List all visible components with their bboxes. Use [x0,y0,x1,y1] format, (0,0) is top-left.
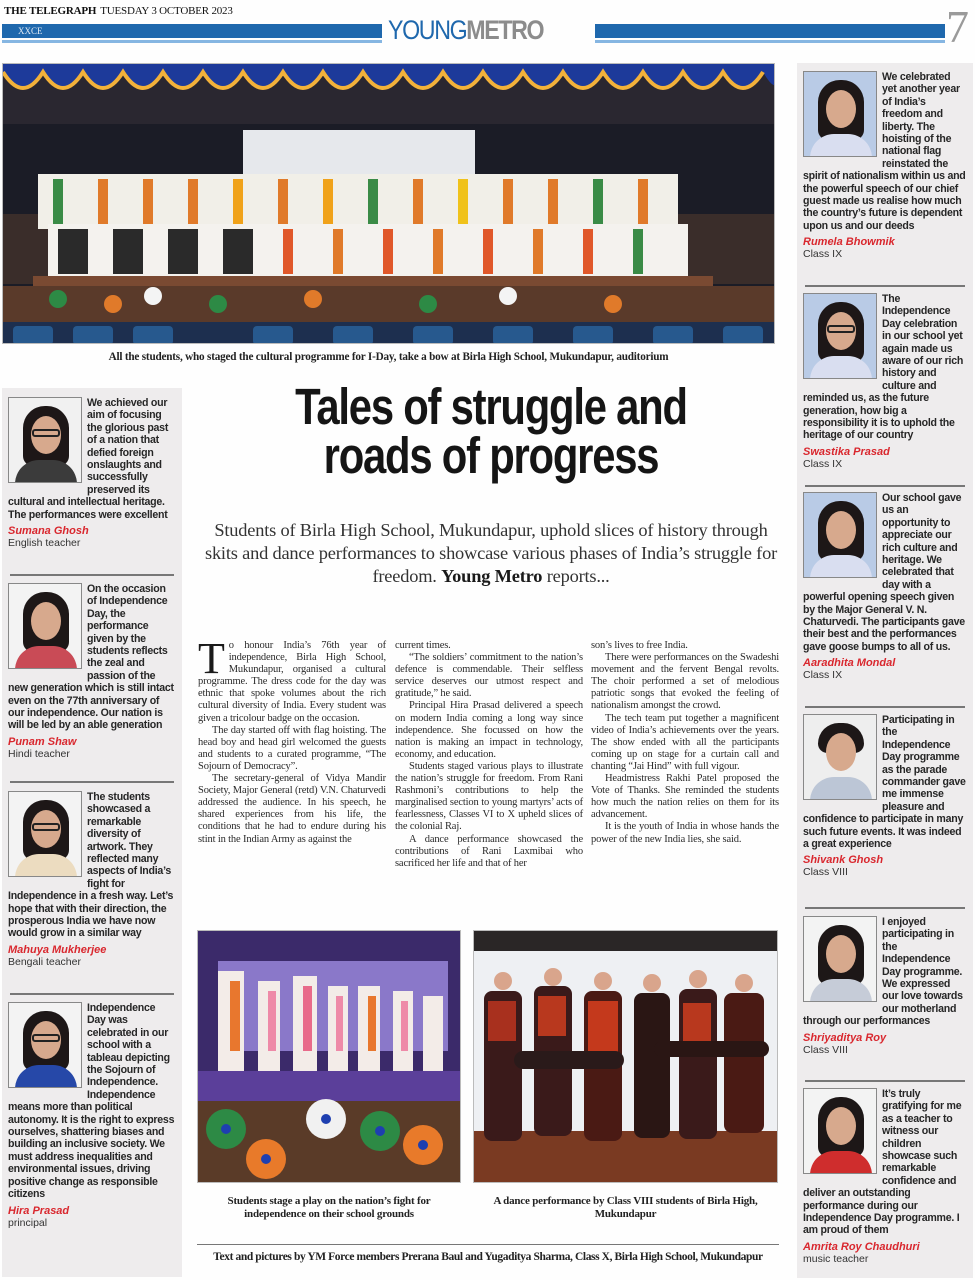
quote-divider [805,285,965,287]
quote-text: It’s truly gratifying for me as a teacher to witness our children showcase such remarkable confidence and deliver an outstanding performance during our Independence Day programme. I am proud of them [803,1088,962,1237]
dance-photo-illustration [474,931,778,1183]
play-photo-caption: Students stage a play on the nation’s fight for independence on their school grounds [227,1195,431,1220]
quote-author-name: Swastika Prasad [803,445,890,458]
quote-text: On the occasion of Independence Day, the performance given by the students reflects the zeal and passion of the new generation which is still intact even on the 77th anniversary of our independence. Our nation is will be led by an able generation [8,583,174,732]
quote-author-role: principal [8,1216,48,1229]
performers-row-back [38,174,678,229]
left-quotes-sidebar [2,388,182,1277]
hero-caption: All the students, who staged the cultural programme for I-Day, take a bow at Birla High School, Mukundapur, auditorium [108,351,669,363]
masthead-rule-right [595,24,945,38]
edition-code: XXCE [18,26,43,36]
quote-author-role: Class IX [803,457,843,470]
quote-text: Independence Day was celebrated in our school with a tableau depicting the Sojourn of Independence. Independence means more than political autonomy. It is the right to express ourselves, shattering biases and building an inclusive society. We must address inequalities and environmental issues, driving positive change as responsible citizens [8,1002,175,1201]
article-standfirst [196,519,786,588]
article-credit: Text and pictures by YM Force members Prerana Baul and Yugaditya Sharma, Class X, Birla High School, Mukundapur [213,1251,763,1263]
quote-author-name: Sumana Ghosh [8,525,89,538]
quote-author-name: Punam Shaw [8,735,77,748]
quote-text: Our school gave us an opportunity to appreciate our rich culture and heritage. We celebrated that day with a powerful opening speech given by the Major General V. N. Chaturvedi. The participants gave their best and the performances gave goose bumps to all of us. [803,492,965,653]
quote-text: Participating in the Independence Day programme as the parade commander gave me immense pleasure and confidence to participate in many such future events. It was indeed a great experience [803,714,966,851]
quote-text: The students showcased a remarkable diversity of artwork. They reflected many aspects of India’s fight for Independence in a fresh way. Let’s hope that with their direction, the prosperous India we have now would grow in a similar way [8,791,174,940]
quote-card [803,1088,967,1265]
article-paragraph: son’s lives to free India. [591,640,688,651]
article-paragraph: The tech team put together a magnificent video of India’s achievements over the years. The show ended with all the participants coming up on stage for a curtain call and chanting “Jai Hind” with full vigour. [591,712,779,772]
portrait-photo [803,492,877,578]
quote-card [8,397,176,549]
article-paragraph: A dance performance showcased the contributions of Rani Laxmibai who sacrificed her life and that of her [395,833,583,869]
quote-author-name: Hira Prasad [8,1204,70,1217]
quote-author-name: Mahuya Mukherjee [8,943,107,956]
article-paragraph: current times. [395,640,451,651]
performers-row-front [48,224,688,279]
article-paragraph: The secretary-general of Vidya Mandir Society, Major General (retd) V.N. Chaturvedi addressed the audience. In his speech, he shared experiences from his life, the conditions that he had to endure during his stint in the Indian Army as against the [198,773,386,845]
quote-divider [10,781,174,783]
article-column-2 [395,640,583,870]
portrait-photo [8,1002,82,1088]
quote-author-role: Class IX [803,248,843,261]
quote-card [803,71,967,260]
quote-divider [805,907,965,909]
quote-text: I enjoyed participating in the Independence Day programme. We expressed our love towards our motherland through our performances [803,916,963,1028]
masthead-dateline [4,5,233,17]
portrait-photo [803,714,877,800]
quote-card [803,714,967,878]
credit-divider [197,1244,779,1245]
article-paragraph: The day started off with flag hoisting. The head boy and head girl welcomed the guests and students to a curated programme, “The Sojourn of Democracy”. [198,724,386,772]
section-title [388,14,562,46]
headline-line-1: Tales of struggle and [295,378,687,435]
quote-author-name: Aaradhita Mondal [803,657,896,670]
quote-divider [805,1080,965,1082]
article-column-3 [591,640,779,846]
quote-author-role: Class VIII [803,1043,848,1056]
article-paragraph: “The soldiers’ commitment to the nation’s defence is commendable. Their selfless service deserves our utmost respect and gratitude,” he said. [395,652,583,700]
article-headline [249,378,733,484]
masthead-rule-left [2,24,382,38]
portrait-photo [803,916,877,1002]
section-title-young: YOUNG [388,15,467,45]
portrait-photo [803,293,877,379]
portrait-photo [8,791,82,877]
quote-card [803,293,967,470]
quote-author-role: Bengali teacher [8,955,81,968]
article-paragraph: Headmistress Rakhi Patel proposed the Vote of Thanks. She reminded the students how much the nation relies on them for its advancement. [591,773,779,821]
quote-author-name: Shriyaditya Roy [803,1031,887,1044]
article-paragraph: Principal Hira Prasad delivered a speech on modern India coming a long way since independence. She focussed on how the nation is making an impact in technology, economy, and education. [395,700,583,760]
quote-author-role: Hindi teacher [8,747,70,760]
article-paragraph: Students staged various plays to illustrate the nation’s struggle for freedom. From Rani Rashmoni’s contributions to help the marginalised section to young martyrs’ acts of fearlessness, Classes VI to X upheld slices of the colonial Raj. [395,760,583,833]
quote-author-role: music teacher [803,1252,869,1265]
hero-photo-illustration [3,64,775,344]
portrait-photo [8,397,82,483]
quote-divider [805,485,965,487]
dance-photo [473,930,778,1183]
drop-cap: T [198,634,225,683]
quote-author-role: English teacher [8,537,81,550]
quote-author-name: Shivank Ghosh [803,854,884,867]
article-paragraph: There were performances on the Swadeshi movement and the fervent Bengal revolts. The choir performed a set of melodious patriotic songs that evoked the feeling of nationalism amongst the crowd. [591,652,779,712]
article-column-1 [198,634,386,846]
quote-author-name: Rumela Bhowmik [803,236,895,249]
quote-divider [805,706,965,708]
hero-group-photo [2,63,775,344]
standfirst-text: Students of Birla High School, Mukundapur, uphold slices of history through skits and dance performances to showcase various phases of India’s struggle for freedom. [204,520,778,586]
quote-card [803,492,967,681]
article-paragraph: To honour India’s 76th year of independence, Birla High School, Mukundapur, organised a cultural programme. The dress code for the day was ethnic that spoke volumes about the rich cultural diversity of India. Every student was given a tricolour badge on the occasion. [198,634,386,724]
quote-card [8,583,176,760]
dance-photo-caption: A dance performance by Class VIII students of Birla High, Mukundapur [493,1195,758,1220]
quote-card [803,916,967,1056]
article-paragraph: It is the youth of India in whose hands the power of the new India lies, she said. [591,821,779,845]
quote-text: We achieved our aim of focusing the glorious past of a nation that defied foreign onslaughts and successfully preserved its cultural and intellectual heritage. The performances were excellent [8,397,169,521]
page-number: 7 [946,1,969,52]
quote-divider [10,993,174,995]
quote-author-name: Amrita Roy Chaudhuri [803,1240,920,1253]
quote-card [8,791,176,968]
section-title-metro: METRO [466,15,544,45]
standfirst-brand: Young Metro [441,566,543,586]
newspaper-name: THE TELEGRAPH [4,5,97,17]
play-photo [197,930,461,1183]
quote-text: We celebrated yet another year of India’s freedom and liberty. The hoisting of the national flag reinstated the spirit of nationalism within us and the powerful speech of our chief guest made us realise how much the country’s future is dependent upon us and our deeds [803,71,966,232]
headline-line-2: roads of progress [323,427,659,484]
quote-author-role: Class VIII [803,866,848,879]
quote-text: The Independence Day celebration in our school yet again made us aware of our rich history and culture and reminded us, as the future generation, how big a responsibility it is to uphold the heritage of our country [803,293,964,442]
right-quotes-sidebar [797,63,973,1278]
quote-author-role: Class IX [803,669,843,682]
quote-card [8,1002,176,1229]
standfirst-tail: reports... [542,566,610,586]
portrait-photo [8,583,82,669]
play-photo-illustration [198,931,461,1183]
issue-date: TUESDAY 3 OCTOBER 2023 [100,5,233,17]
portrait-photo [803,1088,877,1174]
portrait-photo [803,71,877,157]
quote-divider [10,574,174,576]
